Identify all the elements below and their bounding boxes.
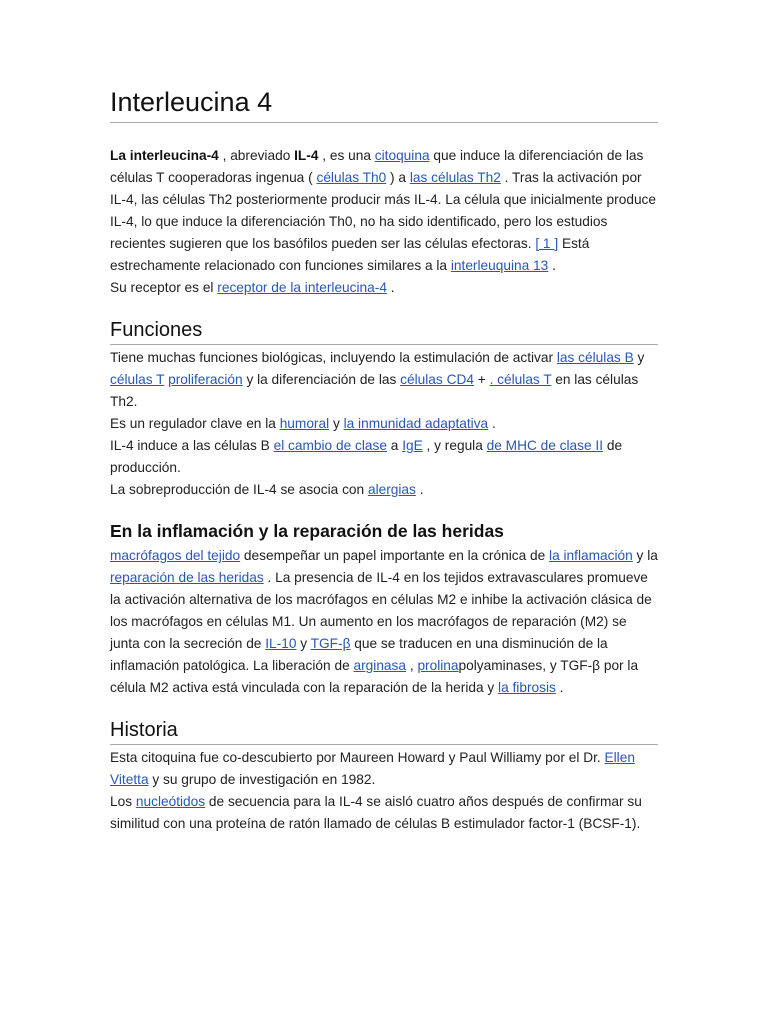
- link-celulas-t[interactable]: células T: [110, 372, 165, 387]
- text: ) a: [386, 170, 410, 185]
- text: .: [488, 416, 496, 431]
- link-celulas-b[interactable]: las células B: [556, 350, 634, 365]
- text: IL-4 induce a las células B: [110, 438, 274, 453]
- text: y: [329, 416, 344, 431]
- text: y: [633, 350, 645, 365]
- inflamacion-paragraph: [110, 545, 658, 699]
- text: .: [386, 280, 395, 295]
- funciones-paragraph-1: [110, 347, 658, 413]
- article-body: [110, 84, 658, 835]
- text: y la: [632, 548, 658, 563]
- text: Es un regulador clave en la: [110, 416, 280, 431]
- text: +: [473, 372, 490, 387]
- text: a: [386, 438, 403, 453]
- text: , es una: [318, 148, 375, 163]
- text: . La presencia de IL-4 en los tejidos extravasculares promueve la activación alternativa de los macrófagos en células M2 e inhibe la activación clásica de los macrófagos en células M1. Un aumento en los macrófagos de reparación (M2) se junta con la secreción de: [110, 570, 652, 651]
- text: Está estrechamente relacionado con funciones similares a la: [110, 236, 590, 273]
- link-reparacion-heridas[interactable]: reparación de las heridas: [110, 570, 264, 585]
- text: .: [415, 482, 424, 497]
- link-celulas-th2[interactable]: las células Th2: [409, 170, 501, 185]
- term-bold: IL-4: [294, 148, 319, 163]
- link-macrofagos-del-tejido[interactable]: macrófagos del tejido: [110, 548, 241, 563]
- link-inflamacion[interactable]: la inflamación: [549, 548, 633, 563]
- link-reference-1[interactable]: [ 1 ]: [535, 236, 559, 251]
- link-mhc-clase-ii[interactable]: de MHC de clase II: [486, 438, 604, 453]
- link-celulas-t-2[interactable]: . células T: [489, 372, 552, 387]
- text: que se traducen en una disminución de la inflamación patológica. La liberación de: [110, 636, 608, 673]
- section-heading-historia: Historia: [110, 717, 658, 745]
- page-title: Interleucina 4: [110, 84, 658, 123]
- text: de secuencia para la IL-4 se aisló cuatro años después de confirmar su similitud con una proteína de ratón llamado de células B estimulador factor-1 (BCSF-1).: [110, 794, 642, 831]
- term-bold: La interleucina-4: [110, 148, 219, 163]
- funciones-paragraph-2: [110, 413, 658, 435]
- historia-paragraph-2: [110, 791, 658, 835]
- text: . Tras la activación por IL-4, las células Th2 posteriormente producir más IL-4. La célula que inicialmente produce IL-4, lo que induce la diferenciación Th0, no ha sido identificado, pero los estudios recientes sugieren que los basófilos pueden ser las células efectoras.: [110, 170, 657, 251]
- text: Tiene muchas funciones biológicas, incluyendo la estimulación de activar: [110, 350, 557, 365]
- funciones-paragraph-4: [110, 479, 658, 501]
- text: Esta citoquina fue co-descubierto por Maureen Howard y Paul Williamy por el Dr.: [110, 750, 605, 765]
- link-arginasa[interactable]: arginasa: [353, 658, 407, 673]
- link-celulas-cd4[interactable]: células CD4: [400, 372, 474, 387]
- link-citoquina[interactable]: citoquina: [374, 148, 430, 163]
- link-ellen-vitetta[interactable]: Ellen Vitetta: [110, 750, 635, 787]
- text: Los: [110, 794, 136, 809]
- historia-paragraph-1: [110, 747, 658, 791]
- text: y la diferenciación de las: [242, 372, 401, 387]
- text: y: [296, 636, 311, 651]
- text: , abreviado: [218, 148, 295, 163]
- section-heading-funciones: Funciones: [110, 317, 658, 345]
- link-inmunidad-adaptativa[interactable]: la inmunidad adaptativa: [343, 416, 489, 431]
- link-cambio-de-clase[interactable]: el cambio de clase: [273, 438, 387, 453]
- text: desempeñar un papel importante en la crónica de: [240, 548, 550, 563]
- funciones-paragraph-3: [110, 435, 658, 479]
- link-nucleotidos[interactable]: nucleótidos: [135, 794, 206, 809]
- text: La sobreproducción de IL-4 se asocia con: [110, 482, 368, 497]
- link-interleuquina-13[interactable]: interleuquina 13: [450, 258, 549, 273]
- link-alergias[interactable]: alergias: [367, 482, 416, 497]
- text: .: [555, 680, 564, 695]
- text: , y regula: [422, 438, 487, 453]
- link-prolina[interactable]: prolina: [417, 658, 459, 673]
- section-heading-inflamacion: En la inflamación y la reparación de las heridas: [110, 521, 504, 541]
- text: Su receptor es el: [110, 280, 218, 295]
- text: ,: [406, 658, 418, 673]
- link-receptor-il4[interactable]: receptor de la interleucina-4: [217, 280, 387, 295]
- text: .: [548, 258, 556, 273]
- link-proliferacion[interactable]: proliferación: [168, 372, 243, 387]
- link-tgf-beta[interactable]: TGF-β: [310, 636, 351, 651]
- text: de producción.: [110, 438, 623, 475]
- link-humoral[interactable]: humoral: [279, 416, 330, 431]
- link-fibrosis[interactable]: la fibrosis: [498, 680, 556, 695]
- link-il-10[interactable]: IL-10: [265, 636, 297, 651]
- text: polyaminases, y TGF-β por la célula M2 activa está vinculada con la reparación de la herida y: [110, 658, 639, 695]
- intro-paragraph: [110, 145, 658, 277]
- text: que induce la diferenciación de las células T cooperadoras ingenua (: [110, 148, 644, 185]
- link-celulas-th0[interactable]: células Th0: [316, 170, 387, 185]
- receptor-paragraph: [110, 277, 658, 299]
- link-ige[interactable]: IgE: [402, 438, 423, 453]
- text: y su grupo de investigación en 1982.: [148, 772, 376, 787]
- text: en las células Th2.: [110, 372, 639, 409]
